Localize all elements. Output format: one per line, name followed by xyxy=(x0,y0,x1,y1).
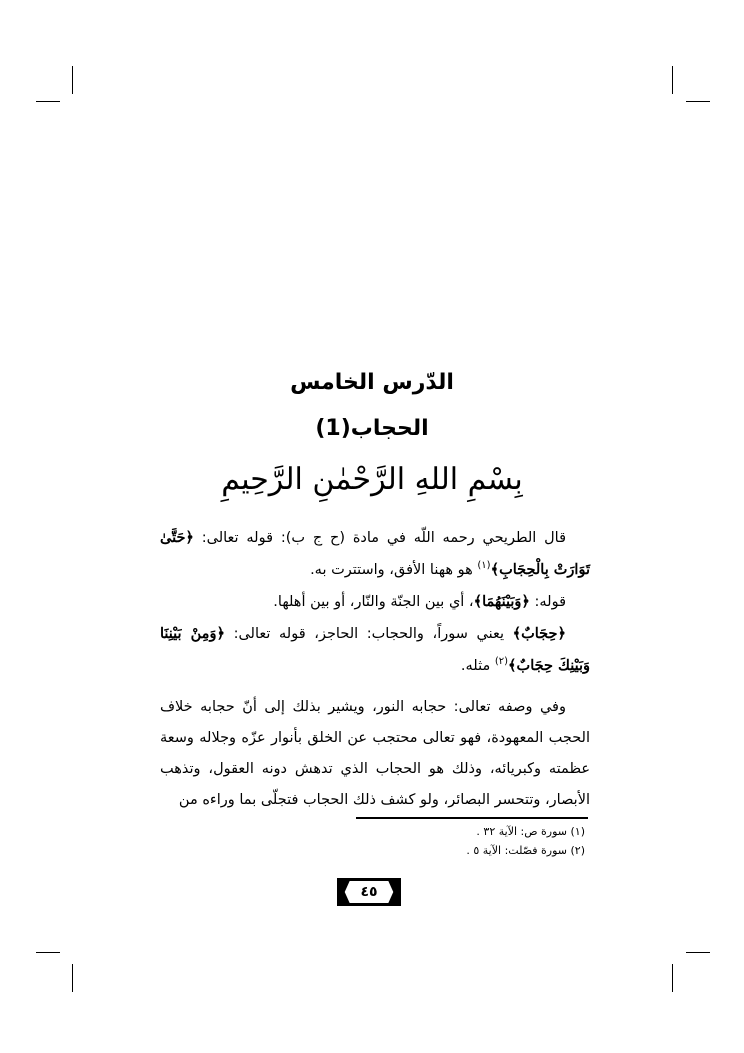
basmala: بِسْمِ اللهِ الرَّحْمٰنِ الرَّحِيمِ xyxy=(221,462,523,497)
footnote-ref: (٢) xyxy=(494,656,509,668)
crop-mark xyxy=(72,964,73,992)
lesson-title: الدّرس الخامس xyxy=(290,370,454,395)
page-number xyxy=(337,878,401,906)
crop-mark xyxy=(672,66,673,94)
crop-mark xyxy=(686,101,710,102)
crop-mark xyxy=(672,964,673,992)
footnote: (١) سورة ص: الآية ٣٢ . xyxy=(476,825,585,838)
crop-mark xyxy=(686,952,710,953)
footnotes xyxy=(300,822,585,860)
page-number-text: ٤٥ xyxy=(349,878,389,906)
quran-quote: ﴿حِجَابٌ﴾ xyxy=(512,625,566,642)
paragraph: قوله: ﴿وَبَيْنَهُمَا﴾، أي بين الجنّة والنّار، أو بين أهلها. xyxy=(273,593,566,610)
crop-mark xyxy=(36,101,60,102)
paragraph: ﴿حِجَابٌ﴾ يعني سوراً، والحجاب: الحاجز، قوله تعالى: ﴿وَمِنْ بَيْنِنَا وَبَيْنِكَ حِجَابٌ﴾$^{(٢)}$ مثله. xyxy=(160,625,590,674)
lesson-subtitle: الحجاب(1) xyxy=(315,416,429,441)
crop-mark xyxy=(72,66,73,94)
quran-quote: ﴿وَبَيْنَهُمَا﴾ xyxy=(473,593,530,610)
footnote-ref: (١) xyxy=(477,560,491,572)
footnote: (٢) سورة فصّلت: الآية ٥ . xyxy=(466,844,585,857)
footnote-divider xyxy=(356,817,588,819)
crop-mark xyxy=(36,952,60,953)
quran-quote: ﴿وَمِنْ بَيْنِنَا وَبَيْنِكَ حِجَابٌ﴾ xyxy=(160,625,590,674)
paragraph: قال الطريحي رحمه اللّه في مادة (ح ج ب): قوله تعالى: ﴿حَتَّىٰ تَوَارَتْ بِالْحِجَابِ﴾$^{(١)}$ هو ههنا الأفق، واستترت به. xyxy=(160,529,590,578)
quran-quote: ﴿حَتَّىٰ تَوَارَتْ بِالْحِجَابِ﴾ xyxy=(160,529,590,578)
page-number-ornament xyxy=(387,878,401,906)
paragraph: وفي وصفه تعالى: حجابه النور، ويشير بذلك إلى أنّ حجابه خلاف الحجب المعهودة، فهو تعالى محتجب عن الخلق بأنوار عزّه وجلاله وسعة عظمته وكبريائه، وذلك هو الحجاب الذي تدهش دونه العقول، وتذهب الأبصار، وتتحسر البصائر، ولو كشف ذلك الحجاب فتجلّى بما وراءه من xyxy=(160,699,590,808)
main-text xyxy=(160,522,590,816)
